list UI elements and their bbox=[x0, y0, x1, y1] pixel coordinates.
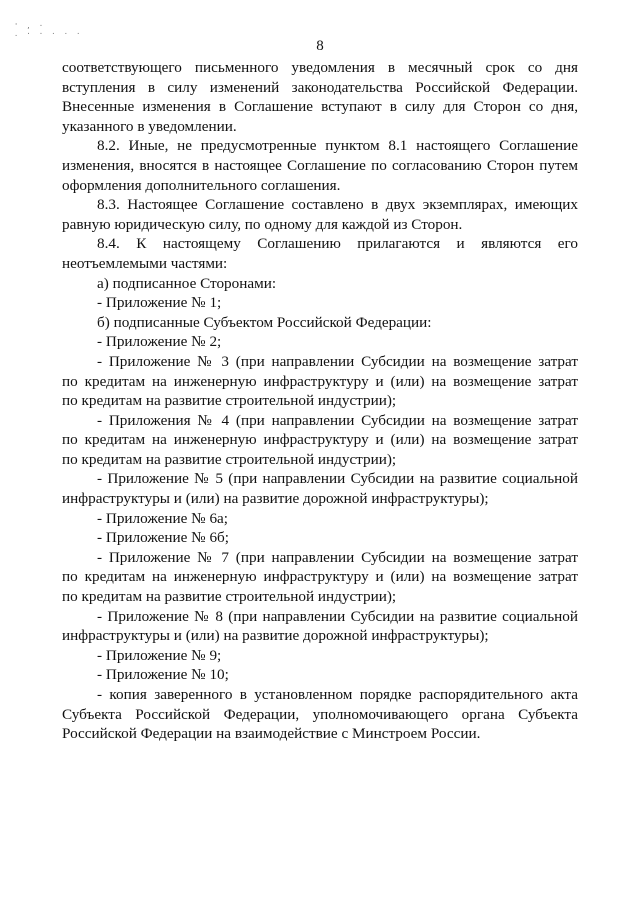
clause-8-2-line: 8.2. Иные, не предусмотренные пунктом 8.1 настоящего Соглашение bbox=[97, 137, 578, 155]
list-item: - Приложение № 3 (при направлении Субсидии на возмещение затрат bbox=[97, 352, 578, 370]
list-item: - Приложение № 2; bbox=[97, 333, 222, 351]
list-item-continued: по кредитам на развитие строительной индустрии); bbox=[62, 392, 397, 410]
list-item-continued: инфраструктуры и (или) на развитие дорожной инфраструктуры); bbox=[62, 627, 489, 645]
list-item-continued: по кредитам на инженерную инфраструктуру и (или) на возмещение затрат bbox=[62, 431, 578, 449]
text-line: Внесенные изменения в Соглашение вступают в силу для Сторон со дня, bbox=[62, 98, 578, 116]
clause-8-4-line: 8.4. К настоящему Соглашению прилагаются и являются его bbox=[97, 235, 578, 253]
list-item-continued: инфраструктуры и (или) на развитие дорожной инфраструктуры); bbox=[62, 490, 489, 508]
list-item: - Приложение № 6б; bbox=[97, 529, 229, 547]
list-item-continued: по кредитам на инженерную инфраструктуру и (или) на возмещение затрат bbox=[62, 568, 578, 586]
page-number: 8 bbox=[316, 38, 324, 54]
clause-8-2-line: изменения, вносятся в настоящее Соглашение по согласованию Сторон путем bbox=[62, 156, 578, 174]
text-line: вступления в силу изменений законодательства Российской Федерации. bbox=[62, 78, 578, 96]
list-item: - Приложение № 9; bbox=[97, 646, 222, 664]
text-line: соответствующего письменного уведомления в месячный срок со дня bbox=[62, 59, 578, 76]
list-heading-a: а) подписанное Сторонами: bbox=[97, 274, 277, 292]
list-heading-b: б) подписанные Субъектом Российской Федерации: bbox=[97, 313, 432, 331]
list-item-continued: по кредитам на развитие строительной индустрии); bbox=[62, 450, 397, 468]
clause-8-3-line: равную юридическую силу, по одному для каждой из Сторон. bbox=[62, 215, 463, 233]
scan-artifact: ' , · . · · · · · bbox=[14, 22, 83, 38]
list-item: - Приложение № 10; bbox=[97, 666, 229, 684]
list-item: - Приложение № 6а; bbox=[97, 509, 229, 527]
list-item: - Приложение № 1; bbox=[97, 294, 222, 312]
list-item-continued: Российской Федерации на взаимодействие с Минстроем России. bbox=[62, 725, 481, 743]
list-item: - копия заверенного в установленном порядке распорядительного акта bbox=[97, 686, 578, 703]
list-item-continued: по кредитам на инженерную инфраструктуру и (или) на возмещение затрат bbox=[62, 372, 578, 390]
list-item-continued: Субъекта Российской Федерации, уполномочивающего органа Субъекта bbox=[62, 705, 578, 723]
clause-8-4-line: неотъемлемыми частями: bbox=[62, 254, 228, 272]
text-line: указанного в уведомлении. bbox=[62, 117, 237, 135]
clause-8-2-line: оформления дополнительного соглашения. bbox=[62, 176, 341, 194]
clause-8-3-line: 8.3. Настоящее Соглашение составлено в двух экземплярах, имеющих bbox=[97, 196, 578, 214]
list-item: - Приложение № 5 (при направлении Субсидии на развитие социальной bbox=[97, 470, 578, 488]
list-item: - Приложение № 8 (при направлении Субсидии на развитие социальной bbox=[97, 607, 578, 625]
document-body bbox=[62, 58, 578, 744]
list-item-continued: по кредитам на развитие строительной индустрии); bbox=[62, 588, 397, 606]
list-item: - Приложение № 7 (при направлении Субсидии на возмещение затрат bbox=[97, 548, 578, 566]
list-item: - Приложения № 4 (при направлении Субсидии на возмещение затрат bbox=[97, 411, 578, 429]
